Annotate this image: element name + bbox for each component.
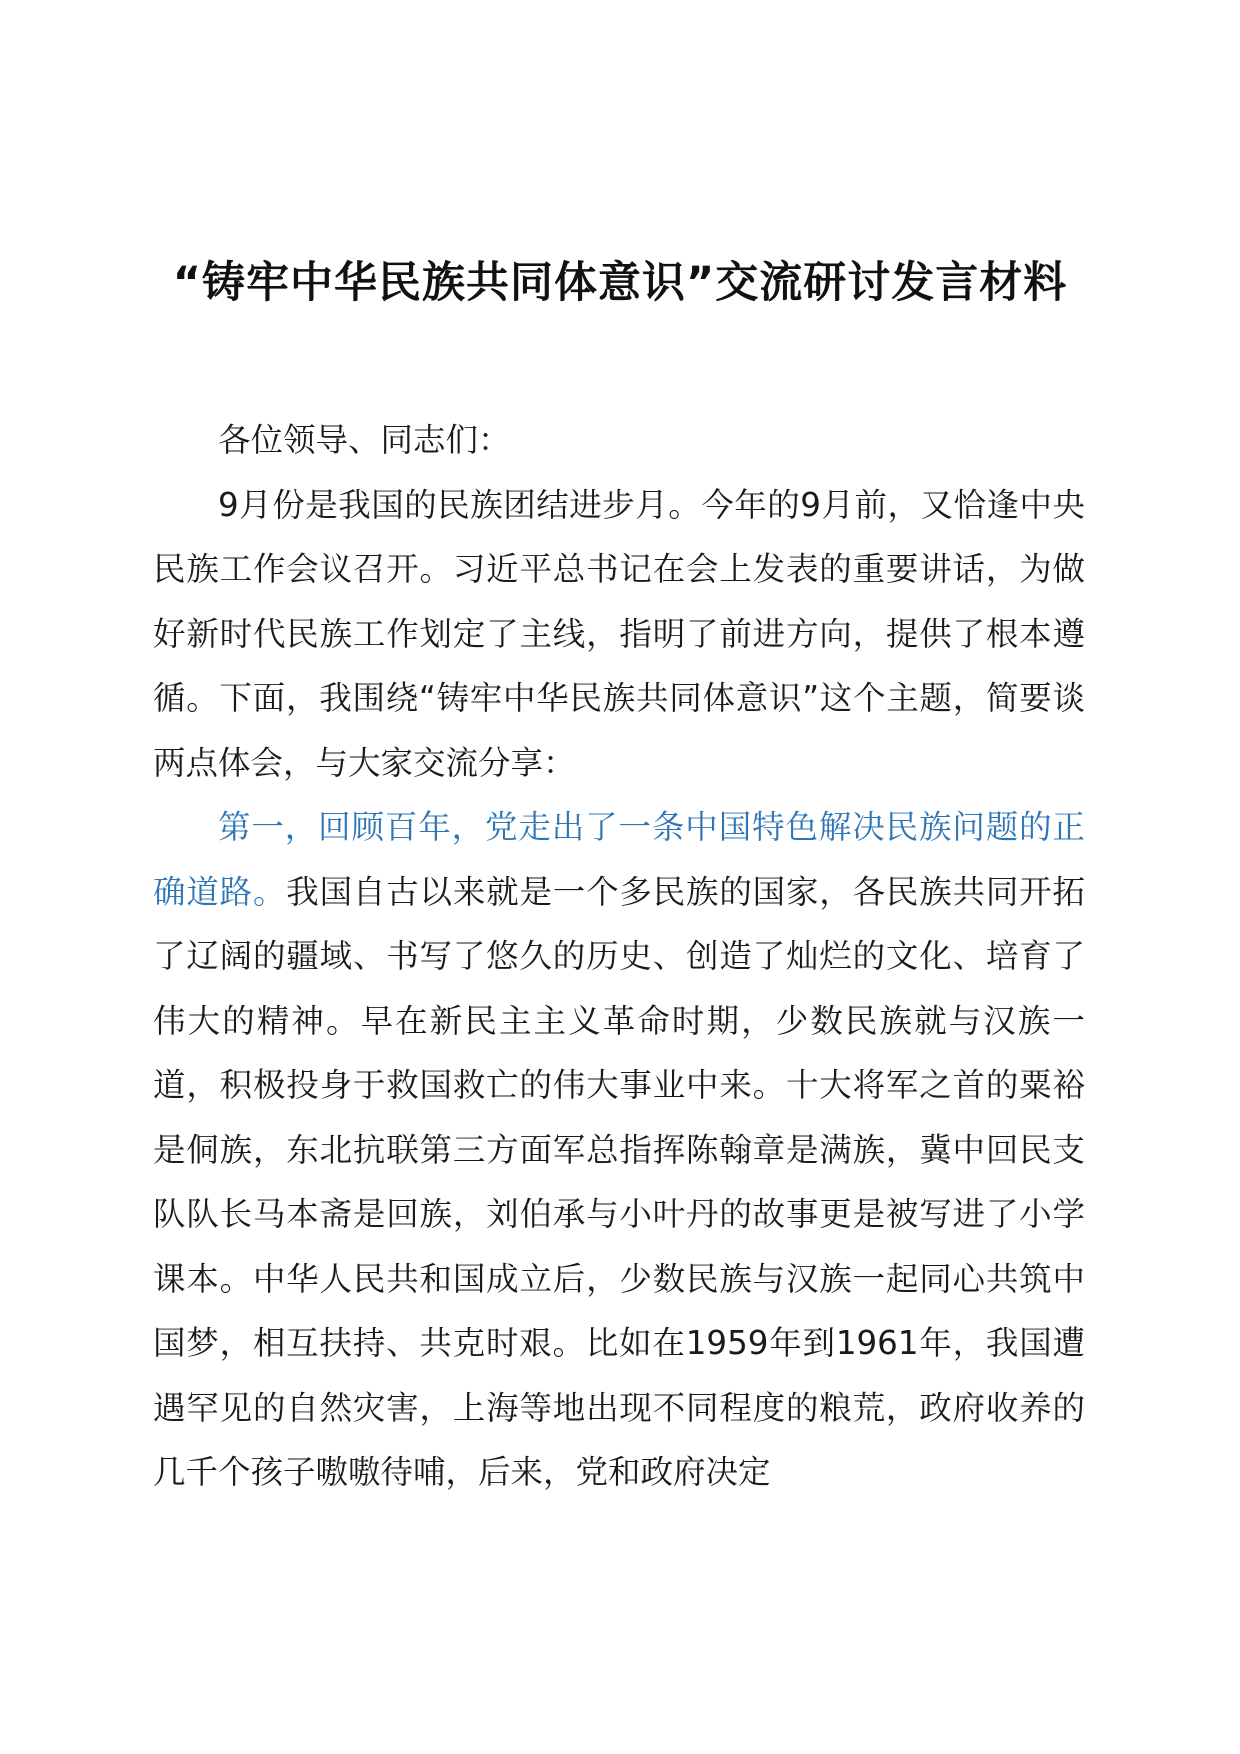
document-body: [153, 408, 1085, 1505]
paragraph-intro: 9月份是我国的民族团结进步月。今年的9月前，又恰逢中央民族工作会议召开。习近平总书记在会上发表的重要讲话，为做好新时代民族工作划定了主线，指明了前进方向，提供了根本遵循。下面，我围绕“铸牢中华民族共同体意识”这个主题，简要谈两点体会，与大家交流分享：: [153, 485, 1085, 782]
paragraph-first-point: [153, 795, 1085, 1505]
first-point-heading: 第一，回顾百年，党走出了一条中国特色解决民族问题的正确道路。: [153, 808, 1085, 911]
salutation: 各位领导、同志们：: [218, 421, 511, 459]
document-title: “铸牢中华民族共同体意识”交流研讨发言材料: [172, 258, 1068, 308]
first-point-body: 我国自古以来就是一个多民族的国家，各民族共同开拓了辽阔的疆域、书写了悠久的历史、创造了灿烂的文化、培育了伟大的精神。早在新民主主义革命时期，少数民族就与汉族一道，积极投身于救国救亡的伟大事业中来。十大将军之首的粟裕是侗族，东北抗联第三方面军总指挥陈翰章是满族，冀中回民支队队长马本斋是回族，刘伯承与小叶丹的故事更是被写进了小学课本。中华人民共和国成立后，少数民族与汉族一起同心共筑中国梦，相互扶持、共克时艰。比如在1959年到1961年，我国遭遇罕见的自然灾害，上海等地出现不同程度的粮荒，政府收养的几千个孩子嗷嗷待哺，后来，党和政府决定: [153, 872, 1085, 1491]
